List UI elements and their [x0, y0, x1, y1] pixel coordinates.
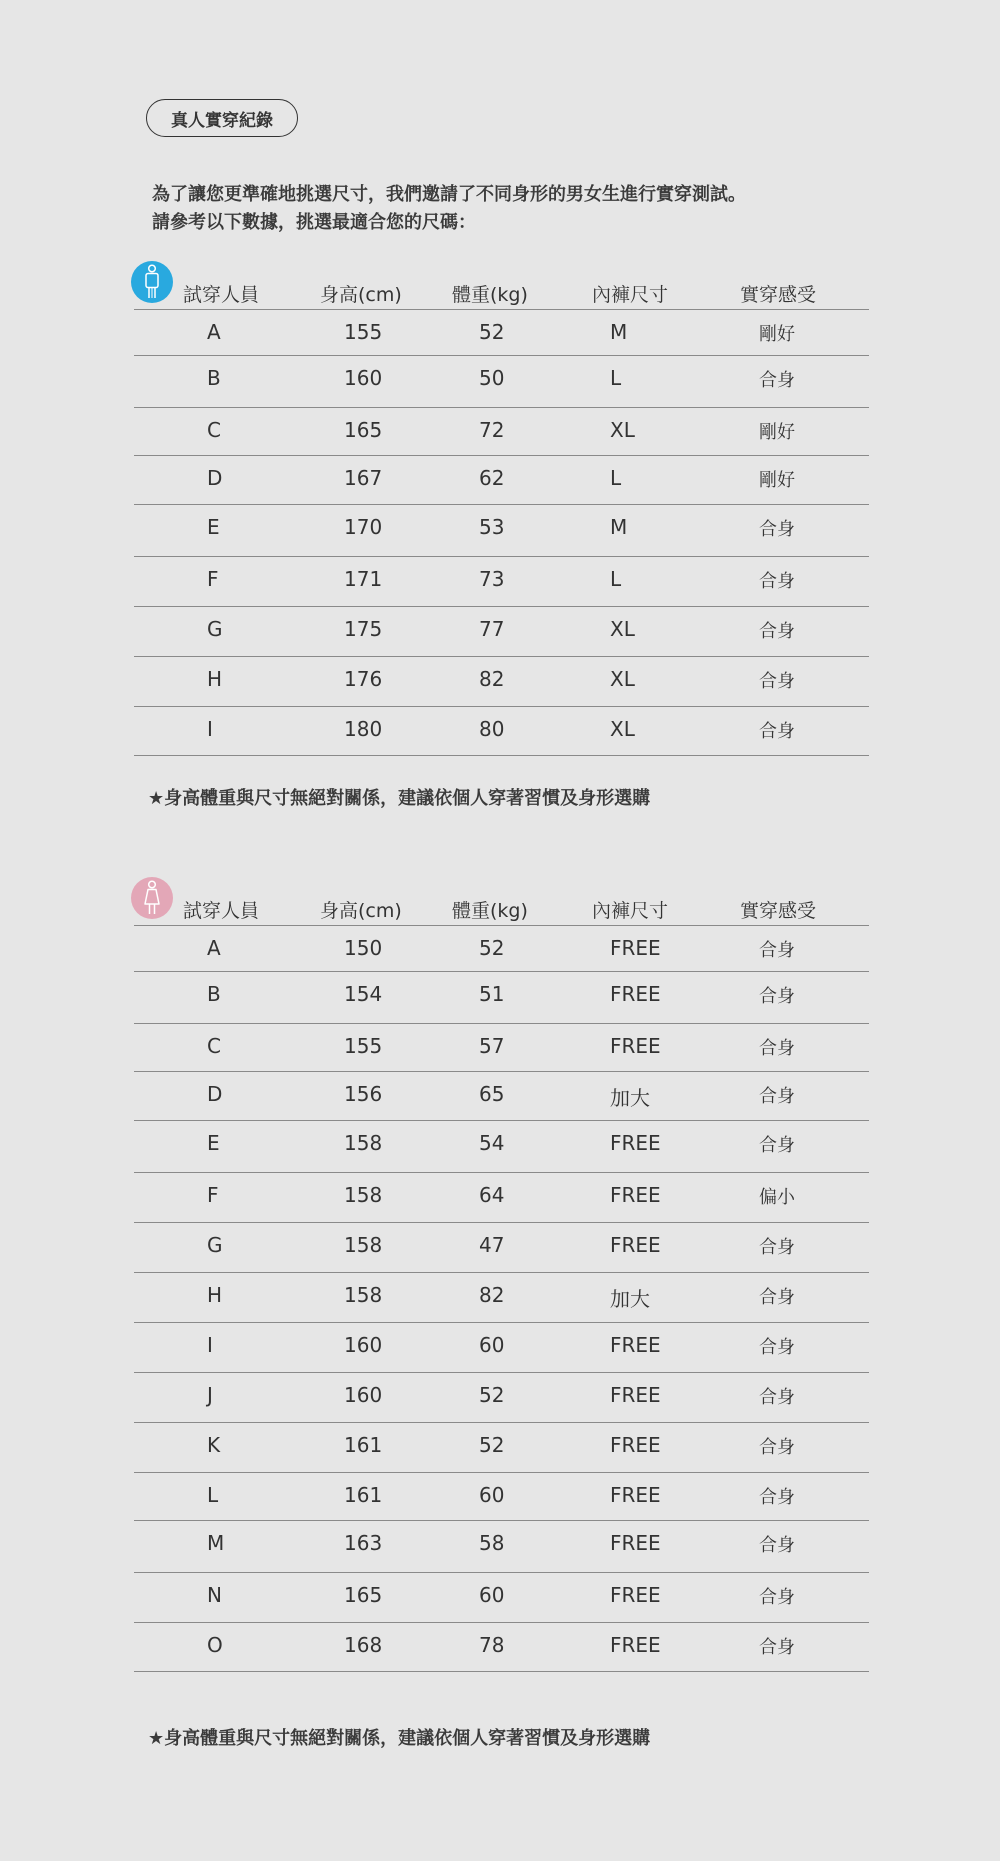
cell-weight: 82: [479, 1283, 505, 1307]
cell-fit: 合身: [759, 1437, 795, 1458]
cell-height: 163: [344, 1531, 383, 1555]
cell-size: FREE: [610, 1131, 661, 1155]
table-row: [134, 504, 869, 556]
cell-size: FREE: [610, 1583, 661, 1607]
cell-tester: G: [207, 617, 223, 641]
cell-size: FREE: [610, 1034, 661, 1058]
cell-tester: H: [207, 1283, 223, 1307]
cell-fit: 合身: [759, 721, 795, 742]
cell-weight: 64: [479, 1183, 505, 1207]
cell-size: XL: [610, 617, 635, 641]
cell-size: L: [610, 567, 622, 591]
page-title-badge: [146, 99, 298, 137]
cell-fit: 合身: [759, 1637, 795, 1658]
cell-fit: 剛好: [759, 470, 795, 491]
cell-height: 160: [344, 1333, 383, 1357]
cell-fit: 合身: [759, 1387, 795, 1408]
cell-weight: 78: [479, 1633, 505, 1657]
cell-height: 161: [344, 1433, 383, 1457]
cell-size: FREE: [610, 1483, 661, 1507]
cell-fit: 剛好: [759, 422, 795, 443]
cell-weight: 65: [479, 1082, 505, 1106]
male-table: [134, 309, 869, 756]
cell-size: FREE: [610, 982, 661, 1006]
cell-fit: 合身: [759, 986, 795, 1007]
cell-fit: 偏小: [759, 1187, 795, 1208]
female-note: ★身高體重與尺寸無絕對關係，建議依個人穿著習慣及身形選購: [148, 1728, 651, 1749]
cell-height: 165: [344, 418, 383, 442]
cell-tester: D: [207, 466, 223, 490]
cell-tester: A: [207, 320, 221, 344]
header-weight: 體重(kg): [452, 284, 528, 306]
cell-tester: L: [207, 1483, 219, 1507]
cell-height: 154: [344, 982, 383, 1006]
cell-weight: 57: [479, 1034, 505, 1058]
female-table: [134, 925, 869, 1672]
cell-height: 155: [344, 320, 383, 344]
cell-tester: D: [207, 1082, 223, 1106]
header-height: 身高(cm): [320, 284, 402, 306]
cell-weight: 52: [479, 320, 505, 344]
cell-fit: 合身: [759, 1535, 795, 1556]
cell-height: 155: [344, 1034, 383, 1058]
table-row: [134, 1520, 869, 1572]
cell-height: 175: [344, 617, 383, 641]
cell-weight: 47: [479, 1233, 505, 1257]
cell-size: FREE: [610, 1633, 661, 1657]
table-row: [134, 1372, 869, 1422]
table-row: [134, 606, 869, 656]
table-row: [134, 1322, 869, 1372]
header-height: 身高(cm): [320, 900, 402, 922]
cell-height: 180: [344, 717, 383, 741]
cell-size: XL: [610, 667, 635, 691]
cell-tester: G: [207, 1233, 223, 1257]
table-row: [134, 1622, 869, 1672]
cell-weight: 50: [479, 366, 505, 390]
cell-weight: 60: [479, 1583, 505, 1607]
cell-height: 167: [344, 466, 383, 490]
cell-tester: C: [207, 1034, 221, 1058]
intro-line: 請參考以下數據，挑選最適合您的尺碼：: [152, 212, 476, 233]
cell-height: 168: [344, 1633, 383, 1657]
cell-weight: 52: [479, 1383, 505, 1407]
header-tester: 試穿人員: [183, 284, 260, 306]
cell-size: 加大: [610, 1086, 650, 1110]
cell-tester: I: [207, 717, 213, 741]
header-fit: 實穿感受: [740, 900, 817, 922]
page-title: 真人實穿紀錄: [171, 110, 273, 131]
cell-size: FREE: [610, 1383, 661, 1407]
header-weight: 體重(kg): [452, 900, 528, 922]
cell-fit: 合身: [759, 940, 795, 961]
table-row: [134, 1572, 869, 1622]
cell-tester: N: [207, 1583, 222, 1607]
cell-height: 161: [344, 1483, 383, 1507]
cell-size: FREE: [610, 1433, 661, 1457]
cell-fit: 合身: [759, 1237, 795, 1258]
cell-size: 加大: [610, 1287, 650, 1311]
cell-weight: 60: [479, 1333, 505, 1357]
cell-height: 158: [344, 1283, 383, 1307]
cell-weight: 52: [479, 936, 505, 960]
intro-text: [152, 181, 746, 237]
cell-tester: B: [207, 366, 221, 390]
table-row: [134, 925, 869, 971]
table-row: [134, 556, 869, 606]
cell-tester: B: [207, 982, 221, 1006]
cell-size: M: [610, 320, 628, 344]
cell-tester: I: [207, 1333, 213, 1357]
cell-weight: 73: [479, 567, 505, 591]
cell-height: 158: [344, 1183, 383, 1207]
cell-size: FREE: [610, 936, 661, 960]
cell-tester: E: [207, 515, 220, 539]
cell-height: 171: [344, 567, 383, 591]
cell-height: 158: [344, 1233, 383, 1257]
cell-fit: 合身: [759, 1487, 795, 1508]
table-row: [134, 1172, 869, 1222]
cell-height: 170: [344, 515, 383, 539]
cell-fit: 合身: [759, 1587, 795, 1608]
cell-height: 165: [344, 1583, 383, 1607]
cell-weight: 52: [479, 1433, 505, 1457]
cell-height: 156: [344, 1082, 383, 1106]
cell-weight: 54: [479, 1131, 505, 1155]
cell-fit: 合身: [759, 621, 795, 642]
cell-weight: 77: [479, 617, 505, 641]
cell-height: 176: [344, 667, 383, 691]
cell-tester: F: [207, 567, 219, 591]
cell-fit: 合身: [759, 1086, 795, 1107]
table-row: [134, 656, 869, 706]
table-row: [134, 971, 869, 1023]
table-row: [134, 407, 869, 455]
cell-fit: 合身: [759, 1038, 795, 1059]
cell-size: FREE: [610, 1233, 661, 1257]
male-table-header: [134, 270, 869, 310]
cell-size: FREE: [610, 1531, 661, 1555]
cell-weight: 60: [479, 1483, 505, 1507]
cell-weight: 80: [479, 717, 505, 741]
cell-fit: 剛好: [759, 324, 795, 345]
cell-weight: 72: [479, 418, 505, 442]
cell-size: L: [610, 366, 622, 390]
cell-fit: 合身: [759, 571, 795, 592]
cell-weight: 82: [479, 667, 505, 691]
cell-tester: E: [207, 1131, 220, 1155]
table-row: [134, 1272, 869, 1322]
cell-fit: 合身: [759, 671, 795, 692]
cell-tester: M: [207, 1531, 225, 1555]
cell-fit: 合身: [759, 1337, 795, 1358]
cell-fit: 合身: [759, 1287, 795, 1308]
cell-tester: C: [207, 418, 221, 442]
cell-size: L: [610, 466, 622, 490]
cell-weight: 53: [479, 515, 505, 539]
table-row: [134, 1222, 869, 1272]
table-row: [134, 1120, 869, 1172]
table-row: [134, 309, 869, 355]
cell-weight: 58: [479, 1531, 505, 1555]
table-row: [134, 1472, 869, 1520]
header-fit: 實穿感受: [740, 284, 817, 306]
cell-fit: 合身: [759, 370, 795, 391]
table-row: [134, 1422, 869, 1472]
cell-size: XL: [610, 717, 635, 741]
cell-height: 150: [344, 936, 383, 960]
cell-tester: O: [207, 1633, 223, 1657]
header-tester: 試穿人員: [183, 900, 260, 922]
cell-tester: F: [207, 1183, 219, 1207]
intro-line: 為了讓您更準確地挑選尺寸，我們邀請了不同身形的男女生進行實穿測試。: [152, 184, 746, 205]
cell-tester: K: [207, 1433, 221, 1457]
table-row: [134, 1071, 869, 1120]
cell-tester: J: [207, 1383, 213, 1407]
cell-fit: 合身: [759, 519, 795, 540]
table-row: [134, 706, 869, 756]
cell-height: 160: [344, 366, 383, 390]
cell-fit: 合身: [759, 1135, 795, 1156]
cell-weight: 51: [479, 982, 505, 1006]
header-size: 內褲尺寸: [592, 900, 669, 922]
cell-size: XL: [610, 418, 635, 442]
header-size: 內褲尺寸: [592, 284, 669, 306]
male-note: ★身高體重與尺寸無絕對關係，建議依個人穿著習慣及身形選購: [148, 788, 651, 809]
female-table-header: [134, 886, 869, 926]
cell-size: FREE: [610, 1333, 661, 1357]
cell-height: 160: [344, 1383, 383, 1407]
table-row: [134, 455, 869, 504]
cell-size: FREE: [610, 1183, 661, 1207]
cell-size: M: [610, 515, 628, 539]
cell-weight: 62: [479, 466, 505, 490]
table-row: [134, 1023, 869, 1071]
cell-tester: H: [207, 667, 223, 691]
cell-height: 158: [344, 1131, 383, 1155]
table-row: [134, 355, 869, 407]
cell-tester: A: [207, 936, 221, 960]
